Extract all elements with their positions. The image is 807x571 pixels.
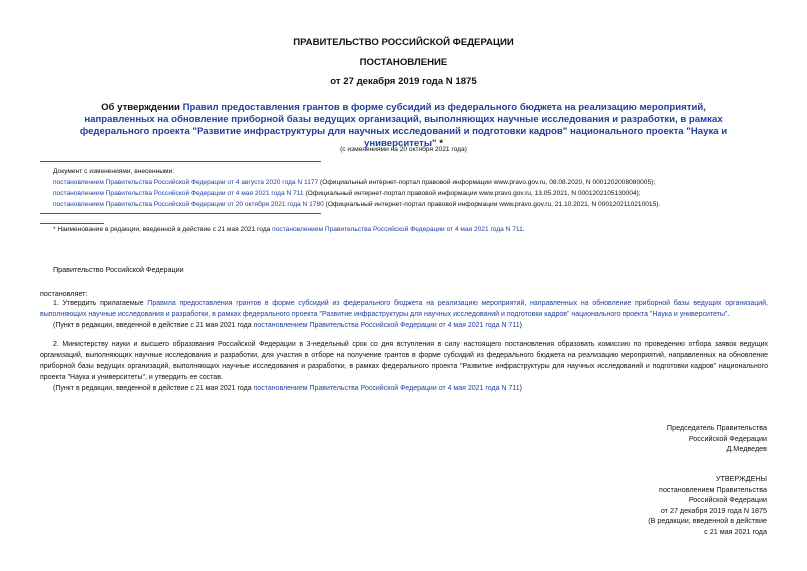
title-prefix: Об утверждении [101,102,183,113]
paragraph-1 [40,298,768,320]
paragraph-2: 2. Министерству науки и высшего образования Российской Федерации в 3-недельный срок со дня вступления в силу настоящего постановления образовать комиссию по проведению отбора заявок ведущих организаций, выполняющих научные исследования и разработки, для участия в отборе на получение грантов в форме субсидий из федерального бюджета на реализацию мероприятий, направленных на обновление приборной базы ведущих организаций, выполняющих научные исследования и разработки, в рамках федерального проекта "Развитие инфраструктуры для научных исследований и подготовки кадров" национального проекта "Наука и университеты", и утвердить ее состав. [40,341,768,381]
divider [40,213,321,214]
signature-country: Российской Федерации [688,433,767,443]
change-source: (Официальный интернет-портал правовой информации www.pravo.gov.ru, 21.10.2021, N 0001202110210015). [323,201,661,208]
footnote-end: . [522,226,525,233]
government-header: ПРАВИТЕЛЬСТВО РОССИЙСКОЙ ФЕДЕРАЦИИ [293,37,514,48]
footnote-text: * Наименование в редакции, введенной в действие с 21 мая 2021 года [53,226,273,233]
p1-rules-link[interactable]: Правила предоставления грантов в форме субсидий из федерального бюджета на реализацию мероприятий, направленных на обновление приборной базы ведущих организаций, выполняющих научные исследования и разработки, в рамках федерального проекта "Развитие инфраструктуры для научных исследований и подготовки кадров" национального проекта "Наука и университеты" [40,300,768,318]
document-type: ПОСТАНОВЛЕНИЕ [359,57,448,68]
change-link-711[interactable]: постановлением Правительства Российской Федерации от 4 мая 2021 года N 711 [53,190,304,197]
approved-line: с 21 мая 2021 года [704,526,767,536]
approved-line: от 27 декабря 2019 года N 1875 [660,505,767,515]
paragraph-2-note [40,383,768,394]
divider [40,161,321,162]
decrees-word: постановляет: [40,289,88,298]
approval-block [648,474,767,537]
issuing-body: Правительство Российской Федерации [53,265,184,274]
change-link-1177[interactable]: постановлением Правительства Российской Федерации от 4 августа 2020 года N 1177 [53,179,319,186]
amendment-note: (с изменениями на 20 октября 2021 года) [340,146,467,153]
p1-end: . [727,311,730,318]
approved-line: Российской Федерации [688,495,767,504]
approved-heading: УТВЕРЖДЕНЫ [715,474,767,483]
change-item [53,199,783,210]
footnote-link[interactable]: постановлением Правительства Российской Федерации от 4 мая 2021 года N 711 [272,226,523,233]
change-link-1780[interactable]: постановлением Правительства Российской Федерации от 20 октября 2021 года N 1780 [53,201,324,208]
changes-block [53,166,783,210]
p1-note-end: ) [519,322,522,329]
p1-text: 1. Утвердить прилагаемые [53,300,148,307]
p1-note-text: (Пункт в редакции, введенной в действие с 21 мая 2021 года [53,322,254,329]
signature-name: Д.Медведев [726,444,767,453]
p2-note-end: ) [519,385,522,392]
change-source: (Официальный интернет-портал правовой информации www.pravo.gov.ru, 13.05.2021, N 0001202105130004); [303,190,641,197]
change-item [53,188,783,199]
p2-note-text: (Пункт в редакции, введенной в действие с 21 мая 2021 года [53,385,254,392]
title-rules-link[interactable]: Правил предоставления грантов в форме субсидий из федерального бюджета на реализацию мероприятий, направленных на обновление приборной базы ведущих организаций, выполняющих научные исследования и разработки, в рамках федерального проекта "Развитие инфраструктуры для научных исследований и подготовки кадров" национального проекта "Наука и университеты" [79,102,728,149]
document-date-number: от 27 декабря 2019 года N 1875 [330,76,477,87]
approved-line: постановлением Правительства [659,484,767,494]
change-source: (Официальный интернет-портал правовой информации www.pravo.gov.ru, 08.08.2020, N 0001202008080005); [318,179,656,186]
document-title [70,102,737,150]
p1-note-link[interactable]: постановлением Правительства Российской Федерации от 4 мая 2021 года N 711 [253,322,520,329]
approved-line: (В редакции, введенной в действие [648,516,767,525]
changes-intro: Документ с изменениями, внесенными: [53,168,175,175]
change-item [53,177,783,188]
footnote [53,226,783,233]
signature-block [667,423,767,455]
footnote-divider [40,223,104,224]
title-suffix: * [436,138,443,149]
signature-position: Председатель Правительства [666,423,767,432]
paragraph-1-note [40,320,768,331]
p2-note-link[interactable]: постановлением Правительства Российской Федерации от 4 мая 2021 года N 711 [253,385,520,392]
